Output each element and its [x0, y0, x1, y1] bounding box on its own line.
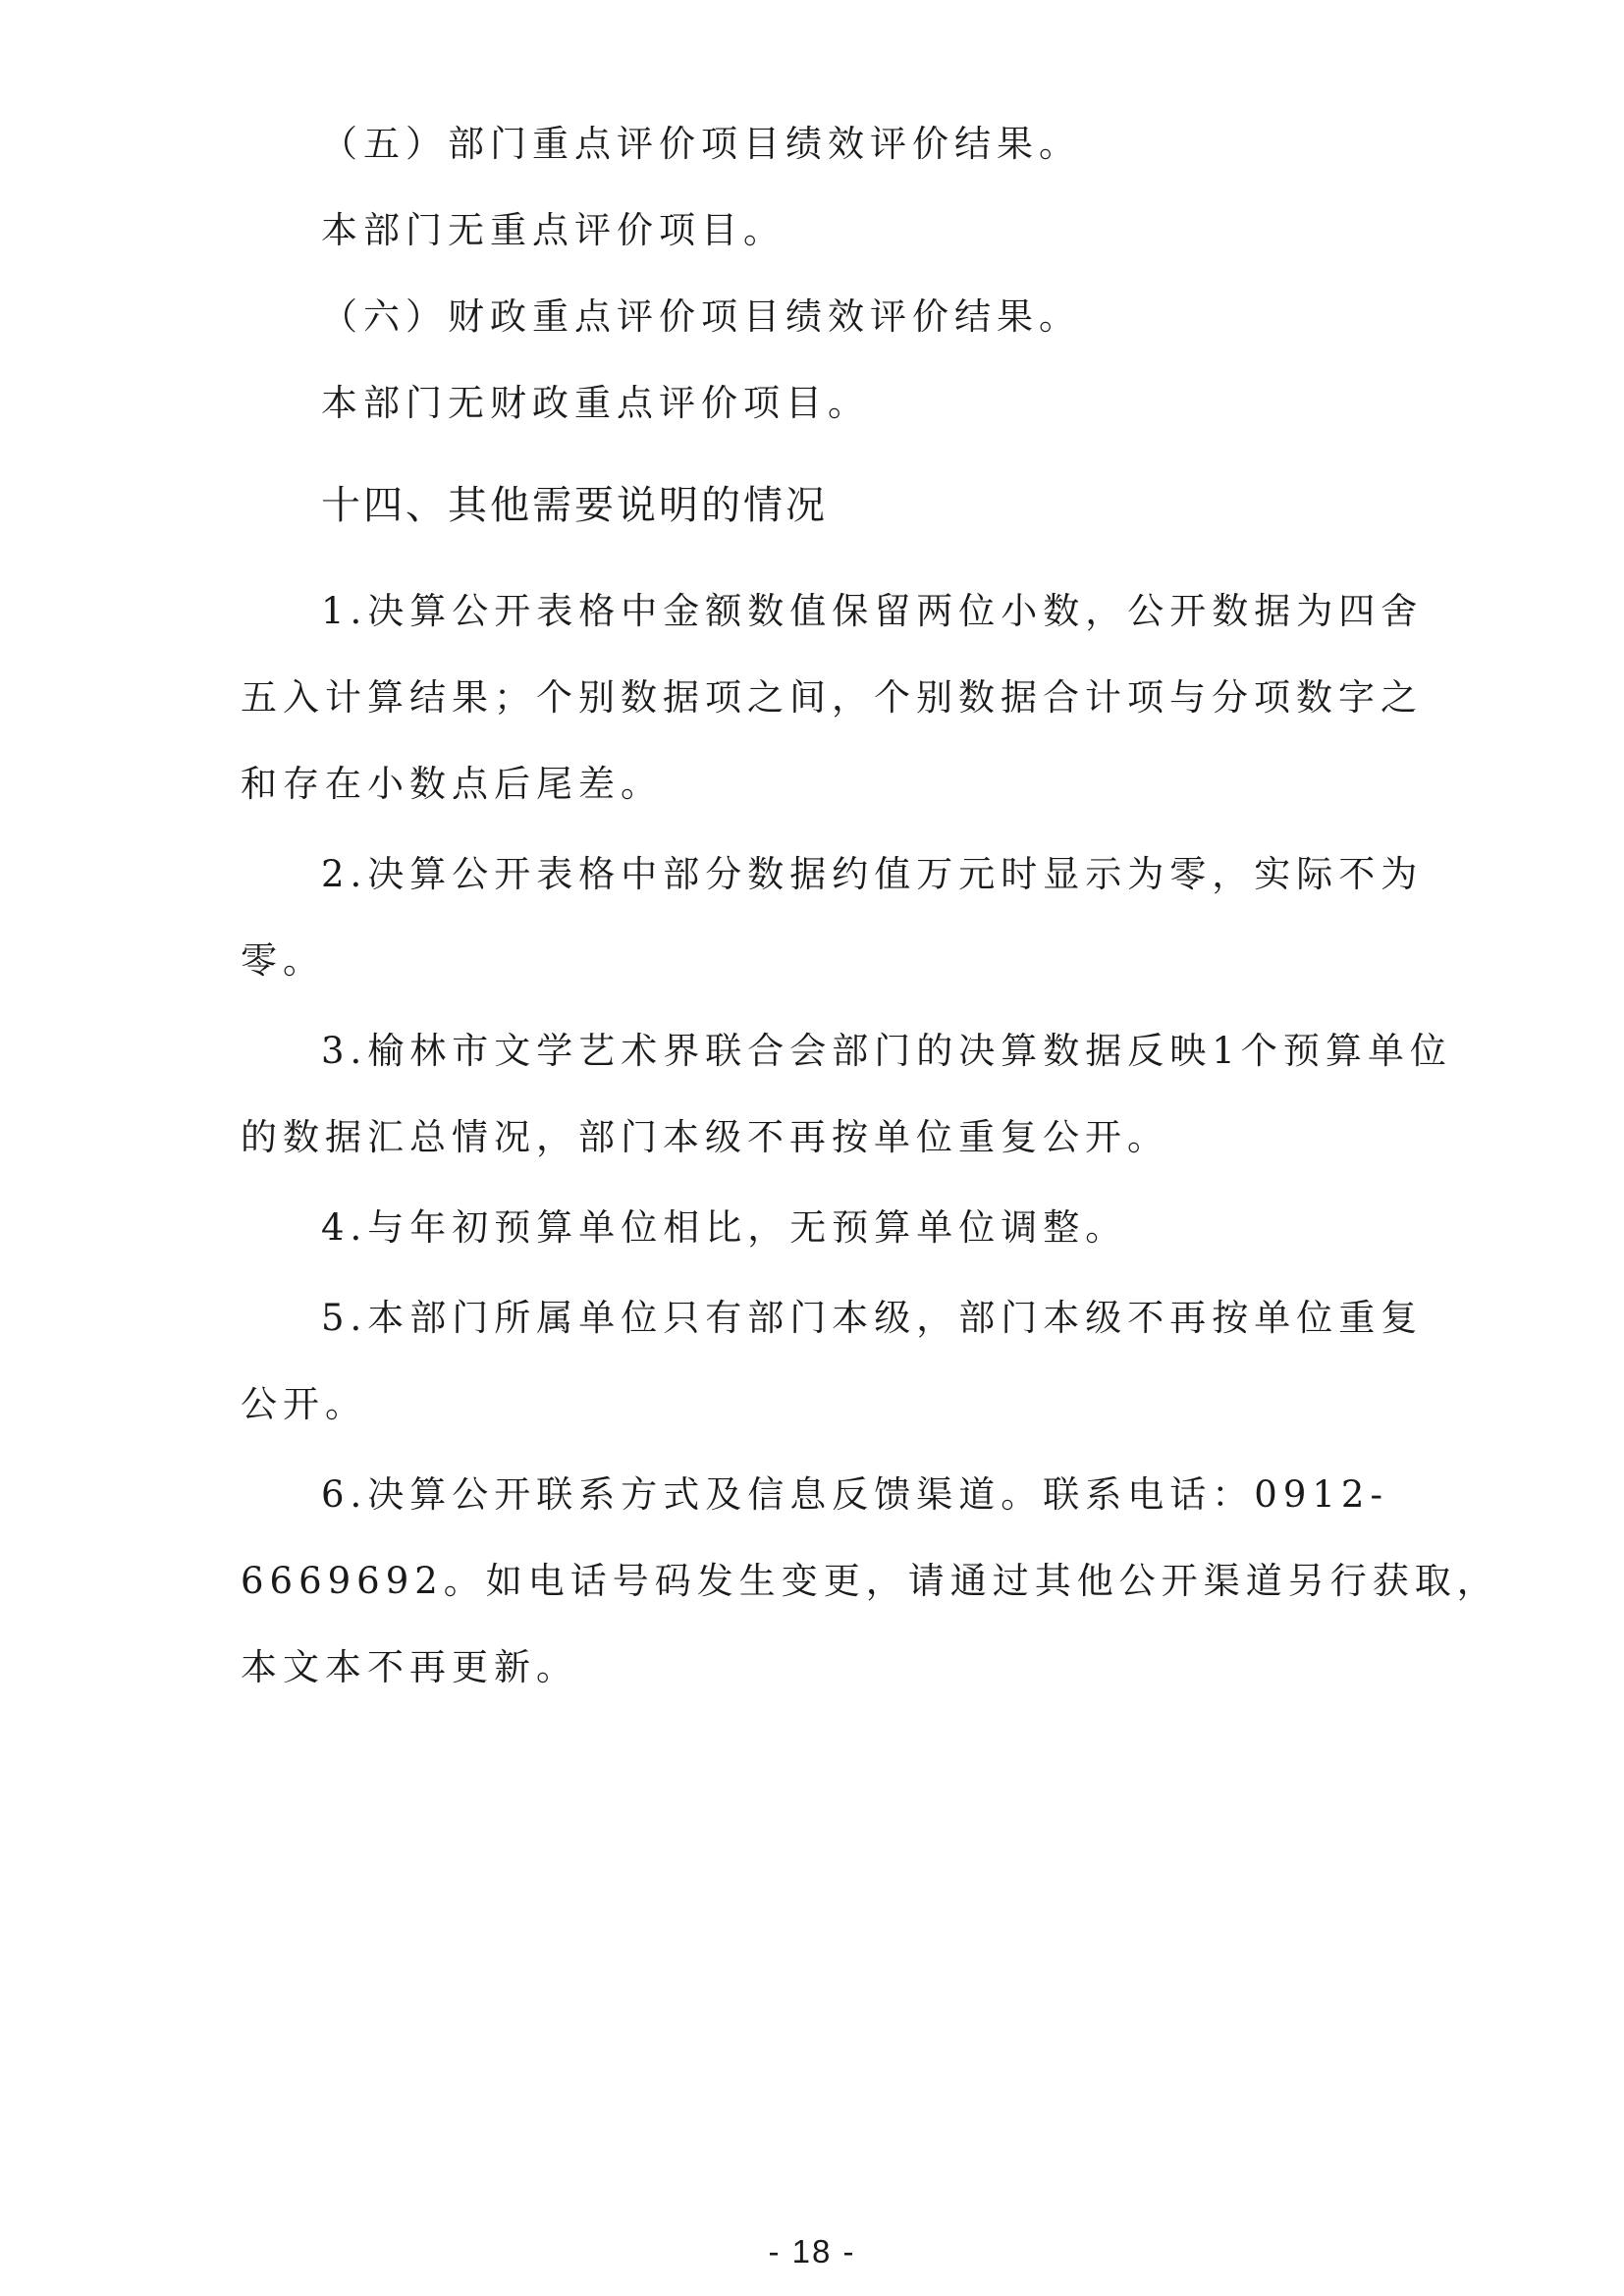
- list-item: [241, 1194, 1419, 1262]
- item-5-line-1: 5.本部门所属单位只有部门本级，部门本级不再按单位重复: [321, 1297, 1424, 1339]
- section-5-title: （五）部门重点评价项目绩效评价结果。: [321, 123, 1081, 165]
- item-4-line-1: 4.与年初预算单位相比，无预算单位调整。: [321, 1206, 1128, 1249]
- item-6-line-1: 6.决算公开联系方式及信息反馈渠道。联系电话：0912-: [321, 1473, 1388, 1516]
- section-14-heading: 十四、其他需要说明的情况: [321, 483, 828, 528]
- document-body: [241, 110, 1499, 1702]
- list-item: [241, 1284, 1424, 1439]
- item-2-line-2: 零。: [241, 939, 325, 982]
- item-6-line-3: 本文本不再更新。: [241, 1646, 578, 1688]
- list-item: [241, 840, 1424, 995]
- list-item: [241, 577, 1424, 819]
- section-6-body: 本部门无财政重点评价项目。: [321, 382, 870, 424]
- item-1-line-3: 和存在小数点后尾差。: [241, 763, 663, 805]
- item-3-line-2: 的数据汇总情况，部门本级不再按单位重复公开。: [241, 1116, 1169, 1158]
- item-6-line-2: 6669692。如电话号码发生变更，请通过其他公开渠道另行获取，: [241, 1560, 1499, 1602]
- section-6-title: （六）财政重点评价项目绩效评价结果。: [321, 295, 1081, 338]
- section-5-body: 本部门无重点评价项目。: [321, 209, 785, 251]
- page-number: - 18 -: [768, 2233, 856, 2269]
- list-item: [241, 1017, 1452, 1172]
- item-2-line-1: 2.决算公开表格中部分数据约值万元时显示为零，实际不为: [321, 853, 1424, 895]
- list-item: [241, 1461, 1499, 1702]
- item-1-line-2: 五入计算结果；个别数据项之间，个别数据合计项与分项数字之: [241, 676, 1423, 719]
- item-5-line-2: 公开。: [241, 1383, 367, 1425]
- item-3-line-1: 3.榆林市文学艺术界联合会部门的决算数据反映1个预算单位: [321, 1030, 1452, 1072]
- item-1-line-1: 1.决算公开表格中金额数值保留两位小数，公开数据为四舍: [321, 590, 1424, 632]
